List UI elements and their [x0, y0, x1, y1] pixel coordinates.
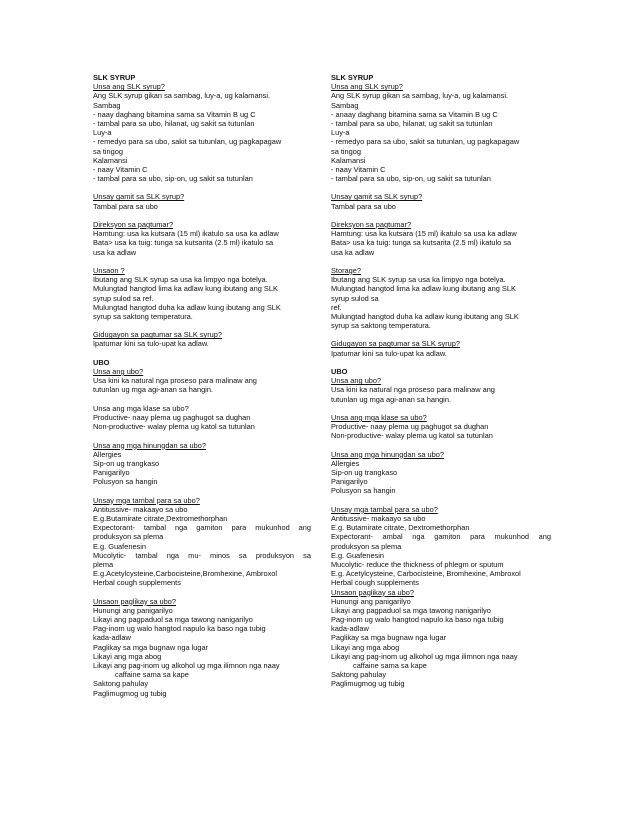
text-line: Saktong pahulay: [331, 670, 387, 680]
text-line: Bata> usa ka tuig: tunga sa kutsarita (2.5 ml) ikatulo sa: [331, 238, 512, 248]
question-heading: Unsa ang ubo?: [93, 367, 144, 376]
question-heading: Direksyon sa pagtumar?: [331, 220, 412, 229]
question-heading: Unsaon paglikay sa ubo?: [93, 596, 176, 606]
text-line: Ibutang ang SLK syrup sa usa ka limpyo nga botelya.: [93, 275, 268, 285]
spacer: [331, 183, 551, 192]
text-line: Paglikay sa mga bugnaw nga lugar: [331, 633, 447, 643]
text-line: Herbal cough supplements: [93, 578, 181, 588]
question-heading: Unsay gamit sa SLK syrup?: [331, 192, 423, 202]
text-line: Kalamansi: [93, 155, 128, 165]
text-line: Ibutang ang SLK syrup sa usa ka limpyo nga botelya.: [331, 275, 506, 285]
text-line: Allergies: [331, 458, 360, 468]
text-line: E.g. Guafenesin: [331, 550, 385, 560]
text-line: Allergies: [93, 449, 122, 459]
text-line: Ipatumar kini sa tulo-upat ka adlaw.: [93, 339, 209, 349]
spacer: [331, 330, 551, 339]
text-line: Ang SLK syrup gikan sa sambag, luy-a, ug kalamansi.: [93, 91, 271, 101]
text-line: - tambal para sa ubo, hilanat, ug sakit sa tutunlan: [331, 118, 493, 128]
text-line: syrup sulod sa: [331, 293, 379, 303]
question-heading: Gidugayon sa pagtumar sa SLK syrup?: [331, 339, 461, 349]
text-line: Mucolytic- reduce the thickness of phlegm or sputum: [331, 559, 504, 569]
text-line: Likayi ang mga abog: [331, 642, 400, 652]
text-line: kada-adlaw: [331, 624, 369, 634]
text-line: Paglikay sa mga bugnaw nga lugar: [93, 642, 209, 652]
text-line: sa tingog: [331, 146, 361, 156]
text-line: tutunlan ug mga agi-anan sa hangin.: [331, 394, 451, 404]
text-line: Mulungtad hangtod lima ka adlaw kung ibutang ang SLK: [331, 284, 516, 294]
text-line: Antitussive- makaayo sa ubo: [93, 504, 188, 514]
text-line: Sip-on ug trangkaso: [93, 458, 160, 468]
right-column: [331, 73, 551, 689]
text-line: Non-productive- walay plema ug katol sa tutunlan: [93, 422, 255, 432]
text-line: Tambal para sa ubo: [331, 201, 396, 211]
spacer: [93, 257, 311, 266]
text-line: Tambal para sa ubo: [93, 201, 158, 211]
text-line: Usa kini ka natural nga proseso para malinaw ang: [93, 376, 257, 386]
text-line: ref.: [331, 302, 342, 312]
text-line: sa tingog: [93, 146, 123, 156]
text-line: Likayi ang pag-inom ug alkohol ug mga ilimnon nga naay: [331, 651, 518, 661]
text-line: usa ka adlaw: [93, 247, 137, 257]
text-line: Ipatumar kini sa tulo-upat ka adlaw.: [331, 348, 447, 358]
question-heading: Unsay gamit sa SLK syrup?: [93, 192, 185, 202]
text-line: kada-adlaw: [93, 633, 131, 643]
text-line: plema: [93, 559, 114, 569]
text-line: Antitussive- makaayo sa ubo: [331, 514, 426, 523]
question-heading: Unsaon ?: [93, 265, 125, 275]
text-line: Panigarilyo: [331, 477, 368, 487]
left-column: [93, 73, 311, 698]
text-line: - tambal para sa ubo, hilanat, ug sakit sa tutunlan: [93, 118, 255, 128]
question-heading: Unsaon paglikay sa ubo?: [331, 587, 414, 597]
question-heading: Unsa ang ubo?: [331, 376, 382, 386]
text-line: Likayi ang mga abog: [93, 651, 162, 661]
question-heading: Unsa ang SLK syrup?: [93, 82, 165, 92]
text-line: Mulungtad hangtod duha ka adlaw kung ibutang ang SLK: [331, 311, 519, 321]
text-line: syrup sa saktong temperatura.: [331, 321, 431, 331]
text-line: E.g. Acetylcysteine, Carbocisteine, Bromhexine, Ambroxol: [331, 569, 521, 579]
text-line: Bata> usa ka tuig: tunga sa kutsarita (2.5 ml) ikatulo sa: [93, 238, 274, 248]
text-line: tutunlan ug mga agi-anan sa hangin.: [93, 385, 213, 395]
spacer: [331, 441, 551, 450]
text-line: Productive- naay plema ug paghugot sa dughan: [93, 412, 251, 422]
spacer: [93, 349, 311, 358]
text-line: Pag-inom ug walo hangtod napulo ka baso nga tubig: [331, 615, 504, 625]
text-line: Likayi ang pagpaduol sa mga tawong nanigarilyo: [331, 605, 491, 615]
question-heading: Direksyon sa pagtumar?: [93, 220, 174, 229]
spacer: [93, 486, 311, 495]
text-line: Luy-a: [331, 128, 350, 138]
text-line: Sambag: [331, 100, 359, 110]
text-line: Saktong pahulay: [93, 679, 149, 689]
text-line: Likayi ang pag-inom ug alkohol ug mga ilimnon nga naay: [93, 661, 280, 670]
spacer: [93, 588, 311, 597]
text-line: Polusyon sa hangin: [93, 477, 158, 487]
text-line: Expectorant- tambal nga gamiton para mukunhod ang: [93, 523, 311, 533]
question-heading: Unsa ang mga klase sa ubo?: [331, 412, 427, 422]
text-line: - remedyo para sa ubo, sakit sa tutunlan, ug pagkapagaw: [93, 137, 282, 147]
text-line: - naay daghang bitamina sama sa Vitamin B ug C: [93, 109, 256, 119]
question-heading: Storage?: [331, 265, 361, 275]
spacer: [331, 257, 551, 266]
text-line: Hamtung: usa ka kutsara (15 ml) ikatulo sa usa ka adlaw: [93, 229, 279, 239]
spacer: [331, 496, 551, 505]
text-line: E.g. Guafenesin: [93, 541, 147, 551]
text-line: Hamtung: usa ka kutsara (15 ml) ikatulo sa usa ka adlaw: [331, 229, 517, 239]
spacer: [331, 358, 551, 367]
text-line: Mulungtad hangtod duha ka adlaw kung ibutang ang SLK: [93, 302, 281, 312]
text-line: syrup sulod sa ref.: [93, 293, 154, 303]
text-line: Productive- naay plema ug paghugot sa dughan: [331, 422, 489, 432]
section-heading: SLK SYRUP: [331, 73, 374, 82]
spacer: [93, 321, 311, 330]
text-line: Unsa ang mga klase sa ubo?: [93, 403, 189, 413]
text-line: caffaine sama sa kape: [115, 670, 189, 680]
text-line: E.g.Butamirate citrate,Dextromethorphan: [93, 514, 228, 523]
text-line: Sip-on ug trangkaso: [331, 468, 398, 478]
text-line: Luy-a: [93, 128, 112, 138]
text-line: Paglimugmog ug tubig: [93, 688, 167, 698]
text-line: E.g.Acetylcysteine,Carbocisteine,Bromhexine, Ambroxol: [93, 569, 278, 579]
text-line: Sambag: [93, 100, 121, 110]
question-heading: Unsa ang SLK syrup?: [331, 82, 403, 92]
text-line: produksyon sa plema: [93, 532, 164, 542]
text-line: Usa kini ka natural nga proseso para malinaw ang: [331, 385, 495, 395]
spacer: [93, 211, 311, 220]
spacer: [331, 211, 551, 220]
text-line: Panigarilyo: [93, 468, 130, 478]
text-line: - tambal para sa ubo, sip-on, ug sakit sa tutunlan: [331, 174, 491, 184]
text-line: caffaine sama sa kape: [353, 661, 427, 670]
text-line: Non-productive- walay plema ug katol sa tutunlan: [331, 431, 493, 441]
text-line: syrup sa saktong temperatura.: [93, 311, 193, 321]
question-heading: Unsay mga tambal para sa ubo?: [93, 495, 200, 505]
text-line: Polusyon sa hangin: [331, 486, 396, 496]
text-line: usa ka adlaw: [331, 247, 375, 257]
text-line: - tambal para sa ubo, sip-on, ug sakit sa tutunlan: [93, 174, 253, 184]
text-line: - anaay daghang bitamina sama sa Vitamin B ug C: [331, 109, 498, 119]
text-line: Kalamansi: [331, 155, 366, 165]
question-heading: Unsay mga tambal para sa ubo?: [331, 504, 438, 514]
section-heading: SLK SYRUP: [93, 73, 136, 82]
text-line: - naay Vitamin C: [331, 164, 386, 174]
text-line: Expectorant- ambal nga gamiton para mukunhod ang: [331, 532, 551, 542]
section-heading: UBO: [331, 367, 348, 376]
spacer: [331, 404, 551, 413]
question-heading: Unsa ang mga hinungdan sa ubo?: [93, 440, 206, 450]
text-line: Hunungi ang panigarilyo: [93, 605, 173, 615]
spacer: [93, 183, 311, 192]
text-line: produksyon sa plema: [331, 541, 402, 551]
text-line: Mucolytic- tambal nga mu- minos sa produksyon sa: [93, 550, 311, 560]
text-line: - naay Vitamin C: [93, 164, 148, 174]
text-line: Ang SLK syrup gikan sa sambag, luy-a, ug kalamansi.: [331, 91, 509, 101]
question-heading: Unsa ang mga hinungdan sa ubo?: [331, 449, 444, 459]
text-line: Pag-inom ug walo hangtod napulo ka baso nga tubig: [93, 624, 266, 634]
text-line: Likayi ang pagpaduol sa mga tawong nanigarilyo: [93, 615, 253, 625]
question-heading: Gidugayon sa pagtumar sa SLK syrup?: [93, 330, 223, 340]
text-line: E.g. Butamirate citrate, Dextromethorphan: [331, 523, 470, 533]
text-line: Herbal cough supplements: [331, 578, 419, 588]
spacer: [93, 395, 311, 404]
text-line: Hunungi ang panigarilyo: [331, 596, 411, 606]
text-line: - remedyo para sa ubo, sakit sa tutunlan, ug pagkapagaw: [331, 137, 520, 147]
spacer: [93, 431, 311, 440]
text-line: Paglimugmog ug tubig: [331, 679, 405, 689]
section-heading: UBO: [93, 357, 110, 367]
text-line: Mulungtad hangtod lima ka adlaw kung ibutang ang SLK: [93, 284, 278, 294]
